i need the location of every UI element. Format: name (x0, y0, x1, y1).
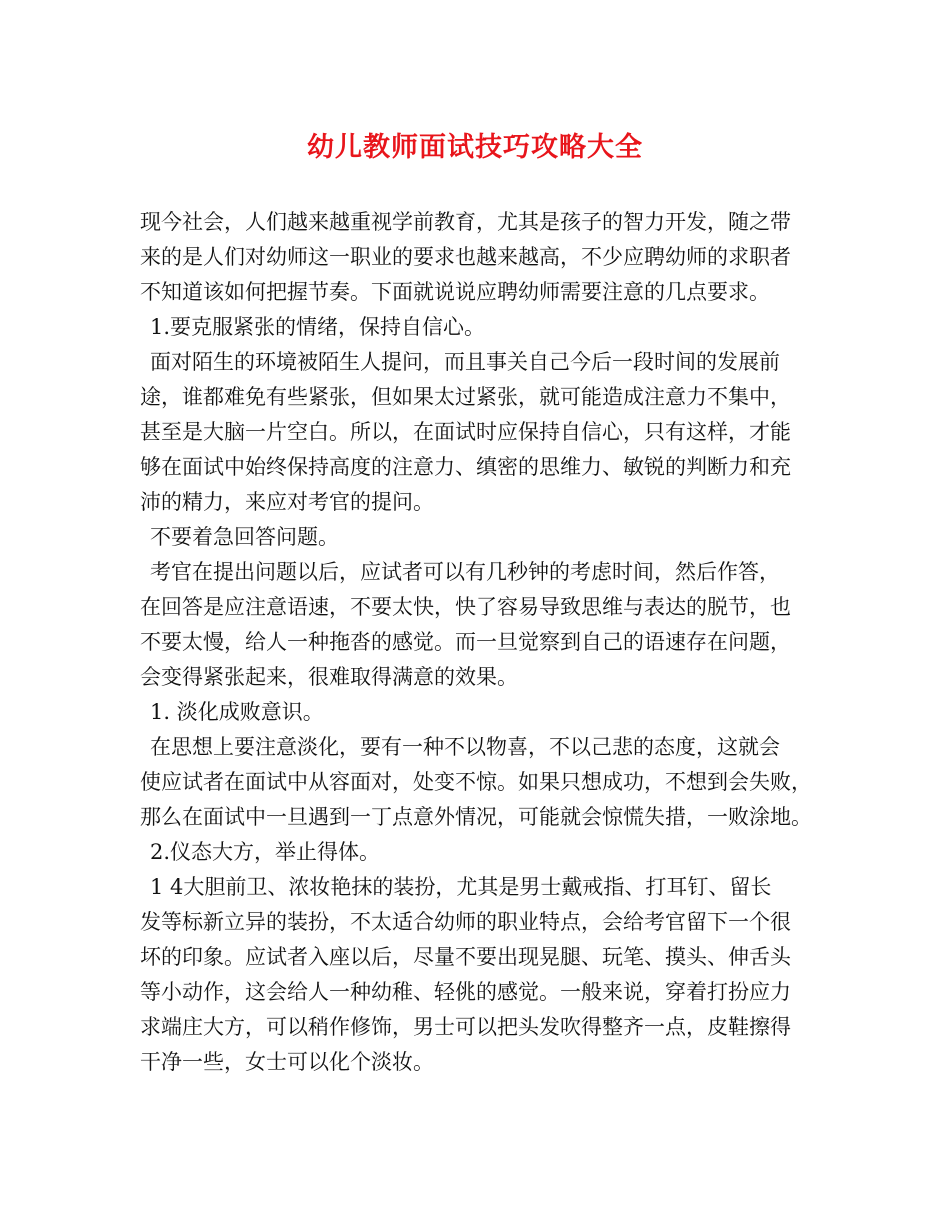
text-line: 不要太慢，给人一种拖沓的感觉。而一旦觉察到自己的语速存在问题， (140, 630, 791, 654)
text-line: 现今社会，人们越来越重视学前教育，尤其是孩子的智力开发，随之带 (140, 210, 791, 234)
text-line: 发等标新立异的装扮，不太适合幼师的职业特点，会给考官留下一个很 (140, 910, 791, 934)
text-line: 来的是人们对幼师这一职业的要求也越来越高，不少应聘幼师的求职者 (140, 245, 791, 269)
text-line: 使应试者在面试中从容面对，处变不惊。如果只想成功，不想到会失败， (140, 770, 812, 794)
document-title: 幼儿教师面试技巧攻略大全 (307, 132, 643, 163)
text-line: 1 4大胆前卫、浓妆艳抹的装扮，尤其是男士戴戒指、打耳钉、留长 (150, 875, 772, 899)
text-line: 2.仪态大方，举止得体。 (150, 840, 381, 864)
text-line: 1.要克服紧张的情绪，保持自信心。 (150, 315, 486, 339)
text-line: 干净一些，女士可以化个淡妆。 (140, 1050, 434, 1074)
text-line: 够在面试中始终保持高度的注意力、缜密的思维力、敏锐的判断力和充 (140, 455, 791, 479)
text-line: 在回答是应注意语速，不要太快，快了容易导致思维与表达的脱节，也 (140, 595, 791, 619)
text-line: 求端庄大方，可以稍作修饰，男士可以把头发吹得整齐一点，皮鞋擦得 (140, 1015, 791, 1039)
text-line: 在思想上要注意淡化，要有一种不以物喜，不以己悲的态度，这就会 (150, 735, 780, 759)
text-line: 坏的印象。应试者入座以后，尽量不要出现晃腿、玩笔、摸头、伸舌头 (140, 945, 791, 969)
text-line: 1. 淡化成败意识。 (150, 700, 324, 724)
text-line: 沛的精力，来应对考官的提问。 (140, 490, 434, 514)
text-line: 面对陌生的环境被陌生人提问，而且事关自己今后一段时间的发展前 (150, 350, 780, 374)
text-line: 不要着急回答问题。 (150, 525, 339, 549)
text-line: 会变得紧张起来，很难取得满意的效果。 (140, 665, 518, 689)
text-line: 不知道该如何把握节奏。下面就说说应聘幼师需要注意的几点要求。 (140, 280, 770, 304)
text-line: 考官在提出问题以后，应试者可以有几秒钟的考虑时间，然后作答， (150, 560, 780, 584)
text-line: 途，谁都难免有些紧张，但如果太过紧张，就可能造成注意力不集中， (140, 385, 791, 409)
text-line: 甚至是大脑一片空白。所以，在面试时应保持自信心，只有这样，才能 (140, 420, 791, 444)
document-body (140, 205, 830, 1080)
text-line: 那么在面试中一旦遇到一丁点意外情况，可能就会惊慌失措，一败涂地。 (140, 805, 812, 829)
text-line: 等小动作，这会给人一种幼稚、轻佻的感觉。一般来说，穿着打扮应力 (140, 980, 791, 1004)
